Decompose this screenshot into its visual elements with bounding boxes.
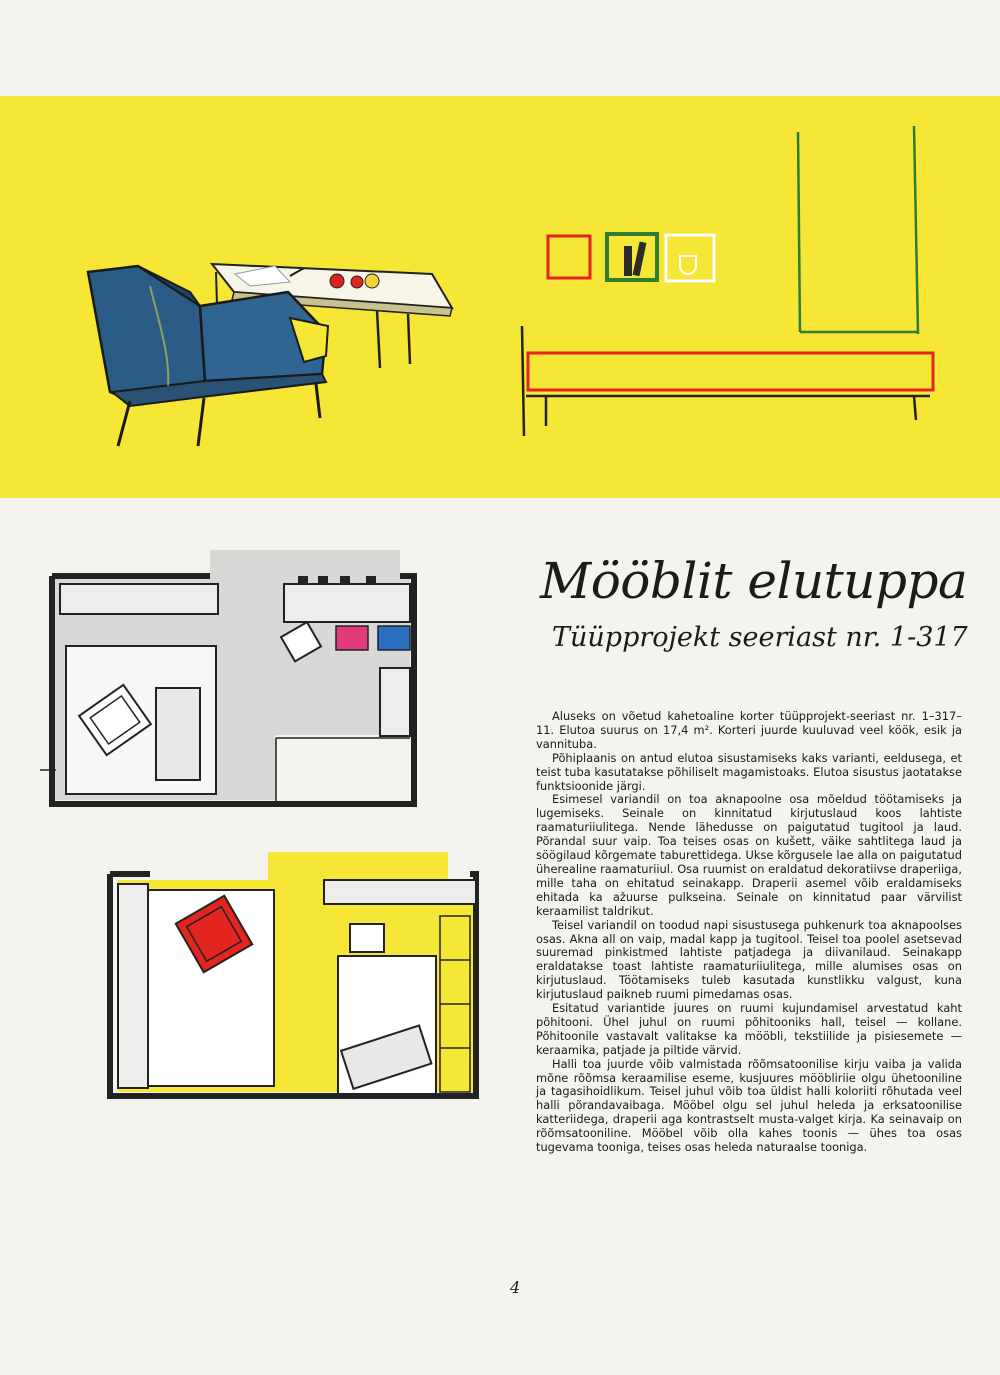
daybed-icon	[522, 326, 933, 436]
article-body	[536, 710, 962, 1155]
wall-shelf-boxes-icon	[548, 234, 714, 281]
wall-frame-icon	[798, 126, 918, 334]
furniture-illustration	[0, 96, 1000, 498]
article-paragraph: Teisel variandil on toodud napi sisustusega puhkenurk toa aknapoolses osas. Akna all on vaip, madal kapp ja tugitool. Teisel toa poolel asetsevad suuremad pinkistmed lahtiste patjadega ja diivanilaud. Seinakapp eraldatakse toast lahtiste raamaturiiulitega, mille alumises osas on kirjutuslaud. Töötamiseks tuleb kasutada kunstlikku valgust, kuna kirjutuslaud paikneb ruumi pimedamas osas.	[536, 917, 962, 1002]
page-number: 4	[510, 1278, 521, 1297]
article-paragraph: Halli toa juurde võib valmistada rõõmsatoonilise kirju vaiba ja valida mõne rõõmsa keraamilise eseme, kusjuures mööbliriie olgu ühetooniline ja tagasihoidlikum. Teisel juhul võib toa üldist halli koloriiti rõhutada veel halli põrandavaibaga. Mööbel olgu sel juhul heleda ja erksatoonilise katteriidega, draperii aga kontrastselt musta-valget kirja. Ka seinavaip on rõõmsatooniline. Mööbel võib olla kahes toonis — ühes toa osas tugevama tooniga, teises osas heleda naturaalse tooniga.	[536, 1056, 962, 1155]
article-paragraph: Esitatud variantide juures on ruumi kujundamisel arvestatud kaht põhitooni. Ühel juhul on ruumi põhitooniks hall, teisel — kollane. Põhitoonile vastavalt valitakse ka mööbli, tekstiilide ja pisiesemete — keraamika, patjade ja piltide värvid.	[536, 1001, 962, 1057]
floor-plans	[0, 540, 520, 1140]
article-paragraph: Esimesel variandil on toa aknapoolne osa mõeldud töötamiseks ja lugemiseks. Seinale on kinnitatud kirjutuslaud koos lahtiste raamaturiiulitega. Nende lähedusse on paigutatud tugitool ja laud. Põrandal suur vaip. Toa teises osas on kušett, väike sahtlitega laud ja söögilaud kõrgemate taburettidega. Ukse kõrgusele lae alla on paigutatud üherealine raamaturiiul. Osa ruumist on eraldatud dekoratiivse draperiiga, mille taha on ehitatud seinakapp. Draperii asemel võib eraldamiseks ehitada ka ažuurse pulkseina. Seinale on kinnitatud paar värvilist keraamilist taldrikut.	[536, 792, 962, 918]
article-paragraph: Aluseks on võetud kahetoaline korter tüüpprojekt-seeriast nr. 1–317–11. Elutoa suurus on 17,4 m². Korteri juurde kuuluvad veel köök, esik ja vannituba.	[536, 709, 962, 751]
article-paragraph: Põhiplaanis on antud elutoa sisustamiseks kaks varianti, eeldusega, et teist tuba kasutatakse põhiliselt magamistoaks. Elutoa sisustus jaotatakse funktsioonide järgi.	[536, 750, 962, 793]
article-title: Mööblit elutuppa	[540, 552, 968, 610]
floor-plan-variant-1	[40, 550, 418, 804]
article-subtitle: Tüüpprojekt seeriast nr. 1-317	[552, 622, 968, 653]
top-illustration-band	[0, 96, 1000, 498]
floor-plan-variant-2	[110, 852, 476, 1096]
